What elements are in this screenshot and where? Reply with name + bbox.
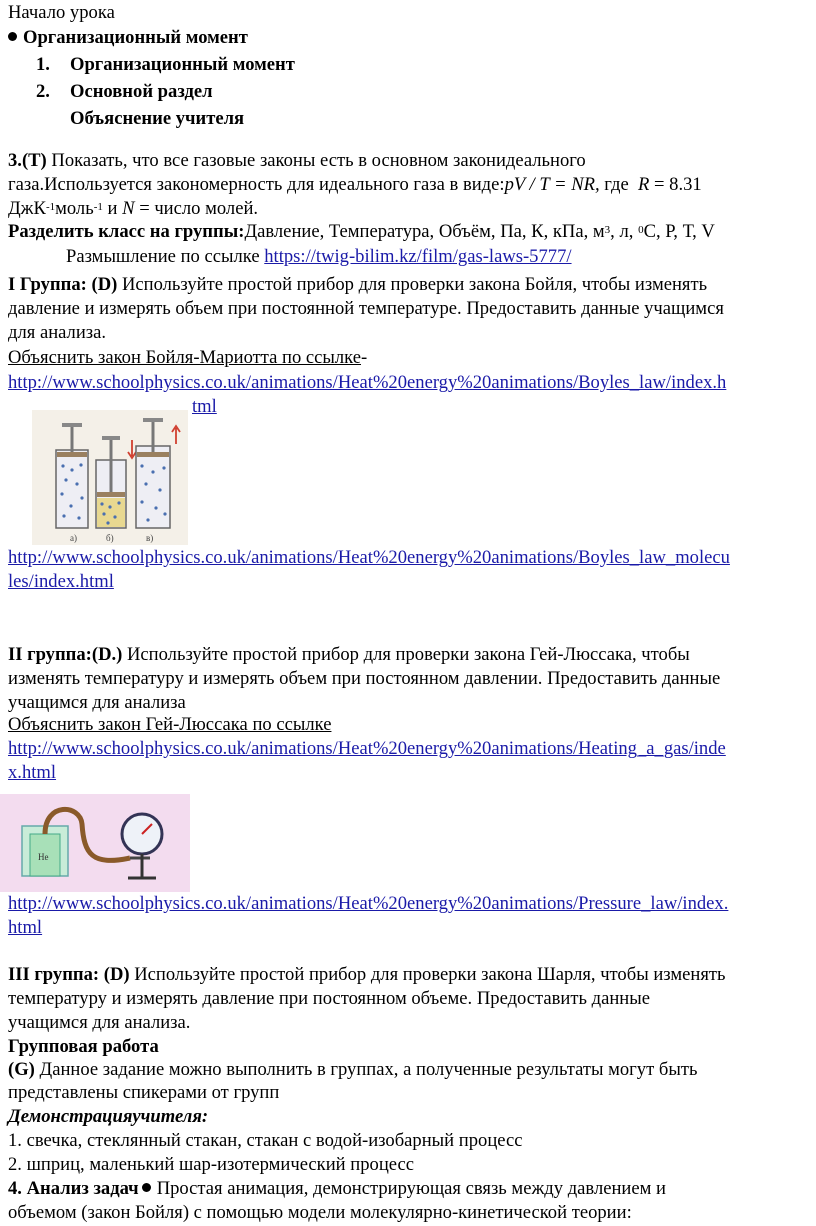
demo-item: 2. шприц, маленький шар-изотермический процесс [8,1154,414,1175]
groups-split-text2: , л, [610,221,634,242]
outline-num: 1. [36,54,50,75]
task4-text: Простая анимация, демонстрирующая связь между давлением и [156,1178,667,1199]
task4-line2: объемом (закон Бойля) с помощью модели молекулярно-кинетической теории: [8,1202,632,1223]
org-moment-bullet-line [8,27,248,49]
dash: - [361,347,368,368]
group-work-text: Данное задание можно выполнить в группах, а полученные результаты могут быть [39,1059,698,1080]
group2-line1 [8,644,690,666]
groups-split-text3: С, Р, Т, V [643,221,715,242]
outline-text: Организационный момент [70,54,295,75]
group1-label: I Группа: (D) [8,274,118,295]
boyle-link[interactable]: http://www.schoolphysics.co.uk/animations/Heat%20energy%20animations/Boyles_law/index.h [8,372,727,393]
explain-text: Объяснить закон Бойля-Мариотта по ссылке [8,347,361,368]
task3-line2 [8,174,702,196]
group2-explain: Объяснить закон Гей-Люссака по ссылке [8,714,332,735]
unit-mol: моль [55,198,94,219]
groups-split-label: Разделить класс на группы: [8,221,245,242]
group3-line2: температуру и измерять давление при постоянном объеме. Предоставить данные [8,988,651,1009]
task3-text2: газа.Используется закономерность для идеального газа в виде: [8,174,505,195]
group1-line1 [8,274,707,296]
group2-line2: изменять температуру и измерять объем при постоянном давлении. Предоставить данные [8,668,721,689]
task3-line3 [8,198,258,220]
boyle-molecules-link-cont[interactable]: les/index.html [8,571,114,592]
group3-line1 [8,964,726,986]
group-work-title: Групповая работа [8,1036,159,1057]
group1-explain [8,347,367,369]
group3-text: Используйте простой прибор для проверки закона Шарля, чтобы изменять [134,964,726,985]
sup: -1 [93,201,103,213]
bullet-icon [142,1183,151,1192]
n-symbol: N [122,198,135,219]
groups-split-line [8,221,715,243]
r-value: = 8.31 [654,174,702,195]
and-word: и [107,198,118,219]
sup: 3 [604,224,611,236]
org-moment-text: Организационный момент [23,27,248,48]
outline-item [36,54,295,76]
group2-line3: учащимся для анализа [8,692,186,713]
r-symbol: R [638,174,650,195]
task3-line1 [8,150,586,172]
pressure-law-link[interactable]: http://www.schoolphysics.co.uk/animations/Heat%20energy%20animations/Pressure_law/index. [8,893,729,914]
group-work-line2: представлены спикерами от групп [8,1082,280,1103]
ideal-gas-formula: pV / T = NR, [504,174,600,195]
group2-text: Используйте простой прибор для проверки закона Гей-Люссака, чтобы [127,644,690,665]
reflection-line [66,246,572,268]
task3-label: 3.(Т) [8,150,47,171]
unit-j: ДжК [8,198,46,219]
group-work-label: (G) [8,1059,35,1080]
group3-label: III группа: (D) [8,964,130,985]
group3-line3: учащимся для анализа. [8,1012,191,1033]
teacher-explanation: Объяснение учителя [70,108,245,129]
groups-split-text: Давление, Температура, Объём, Па, К, кПа, м [244,221,605,242]
gay-lussac-link-cont[interactable]: x.html [8,762,57,783]
demo-item: 1. свечка, стеклянный стакан, стакан с водой-изобарный процесс [8,1130,523,1151]
outline-item [36,81,213,103]
task4-label: 4. Анализ задач [8,1178,139,1199]
group1-line3: для анализа. [8,322,107,343]
n-text: = число молей. [139,198,259,219]
task4-line1 [8,1178,666,1200]
reflection-text: Размышление по ссылке [66,246,260,267]
boyle-molecules-link[interactable]: http://www.schoolphysics.co.uk/animations/Heat%20energy%20animations/Boyles_law_molecu [8,547,730,568]
bullet-icon [8,32,17,41]
group1-line2: давление и измерять объем при постоянной температуре. Предоставить данные учащимся [8,298,724,319]
pressure-law-link-cont[interactable]: html [8,917,43,938]
outline-text: Основной раздел [70,81,213,102]
sup: -1 [45,201,56,213]
lesson-start: Начало урока [8,2,115,23]
gay-lussac-link[interactable]: http://www.schoolphysics.co.uk/animations/Heat%20energy%20animations/Heating_a_gas/inde [8,738,726,759]
sup: 0 [638,224,644,236]
outline-num: 2. [36,81,50,102]
reflection-link[interactable]: https://twig-bilim.kz/film/gas-laws-5777/ [264,246,572,267]
task3-text: Показать, что все газовые законы есть в основном законидеального [51,150,586,171]
pressure-apparatus-figure [0,794,190,892]
boyle-link-cont[interactable]: tml [192,396,217,417]
group-work-line1 [8,1059,697,1081]
helium-label: He [38,852,49,862]
demo-title: Демонстрацияучителя: [8,1106,209,1127]
where-word: где [604,174,629,195]
fig-label-b: б) [106,533,114,543]
fig-label-a: а) [70,533,77,543]
group2-label: II группа:(D.) [8,644,123,665]
boyle-cylinders-figure [32,410,188,545]
group1-text: Используйте простой прибор для проверки закона Бойля, чтобы изменять [121,274,708,295]
fig-label-c: в) [146,533,154,543]
